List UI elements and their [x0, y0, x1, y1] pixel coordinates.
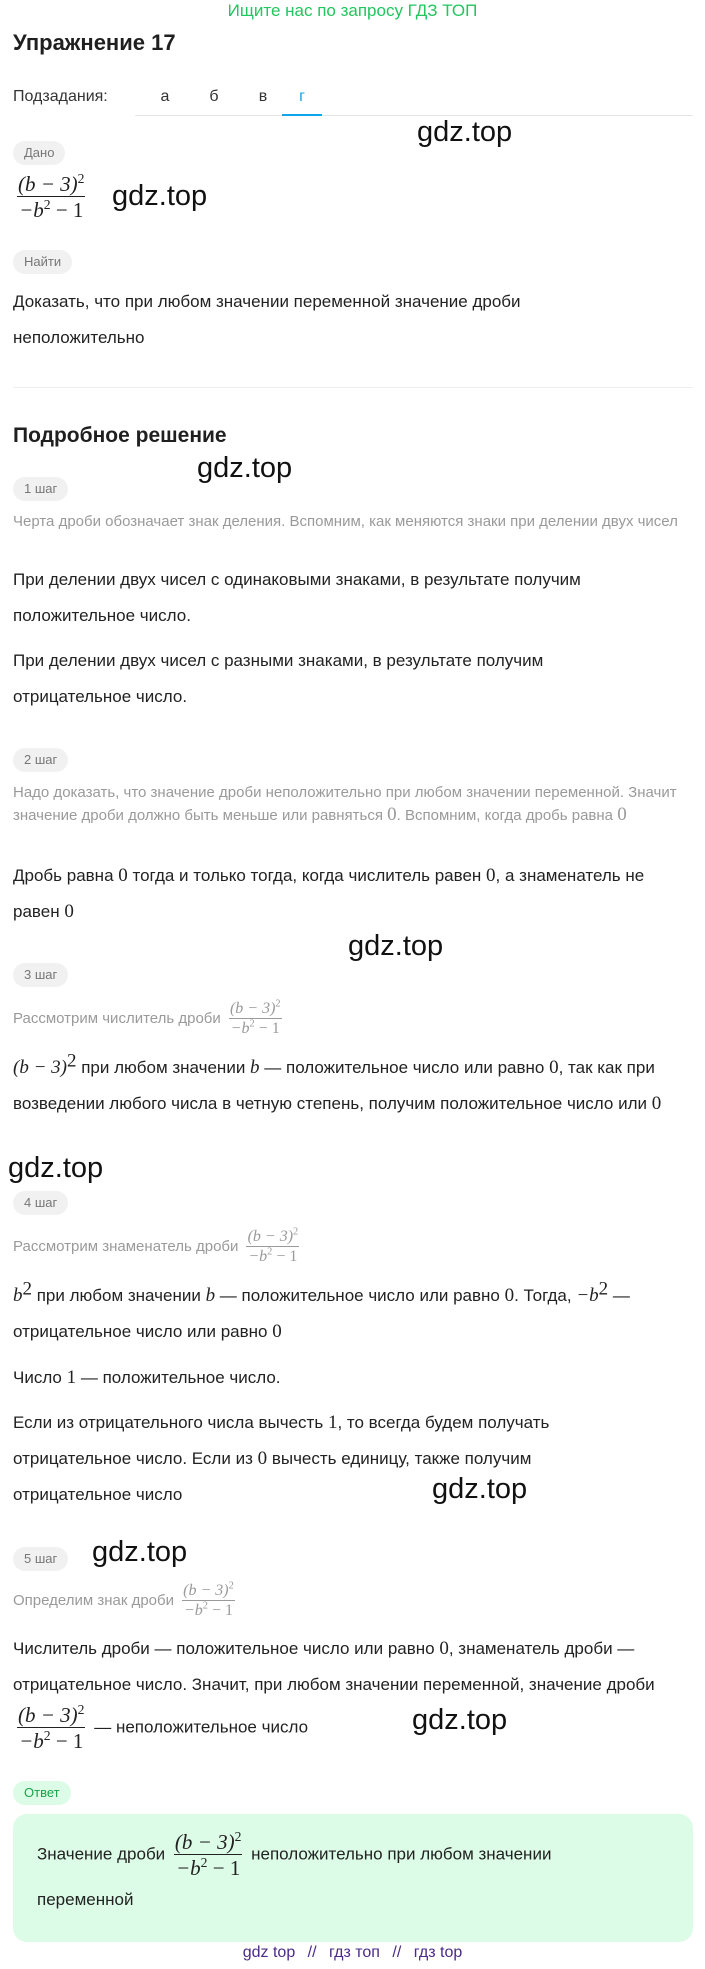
fraction: $\frac{(b - 3)^2}{-b^2 - 1}$ [229, 998, 281, 1038]
step-4-text-2: Число 1 — положительное число. [13, 1367, 281, 1388]
step-4-hint: Рассмотрим знаменатель дроби $\frac{(b - 3)^2}{-b^2 - 1}$ [13, 1226, 299, 1266]
watermark: gdz.top [348, 930, 444, 962]
subtasks-label: Подзадания: [13, 88, 108, 105]
subtasks-row [13, 84, 693, 118]
subtask-tab-b[interactable]: б [209, 88, 219, 105]
footer-separator: // [307, 1944, 317, 1961]
step-1-text-2: При делении двух чисел с разными знаками, в результате получим отрицательное число. [13, 651, 544, 706]
step-3-text: $(b - 3)^2$ при любом значении b — положительное число или равно 0, так как при возведении любого числа в четную степень, получим положительное число или 0 [13, 1050, 662, 1114]
answer-box [13, 1814, 693, 1942]
search-banner: Ищите нас по запросу ГДЗ ТОП [227, 1, 478, 20]
step-4-text-3: Если из отрицательного числа вычесть 1, то всегда будем получать отрицательное число. Если из 0 вычесть единицу, также получим отрицательное число [13, 1412, 550, 1504]
watermark: gdz.top [8, 1152, 104, 1184]
given-fraction [13, 172, 90, 222]
watermark: gdz.top [197, 452, 293, 484]
step-2-text: Дробь равна 0 тогда и только тогда, когда числитель равен 0, а знаменатель не равен 0 [13, 865, 645, 922]
footer-link-gdz-top[interactable]: gdz top [242, 1944, 296, 1961]
find-badge: Найти [13, 250, 72, 274]
footer-separator: // [392, 1944, 402, 1961]
step-5-text: Числитель дроби — положительное число или равно 0, знаменатель дроби — отрицательное число. Значит, при любом значении переменной, значение дроби $\frac{(b - 3)^2}{-b^2 - 1}$ — неположительное число [13, 1638, 655, 1754]
page-title: Упражнение 17 [13, 30, 176, 55]
step-5-badge: 5 шаг [13, 1547, 68, 1571]
step-1-hint: Черта дроби обозначает знак деления. Вспомним, как меняются знаки при делении двух чисел [13, 513, 678, 530]
watermark: gdz.top [432, 1473, 528, 1505]
given-badge: Дано [13, 141, 65, 165]
subtask-tab-g[interactable]: г [282, 84, 322, 116]
step-5-hint: Определим знак дроби $\frac{(b - 3)^2}{-b^2 - 1}$ [13, 1580, 234, 1620]
step-1-text-1: При делении двух чисел с одинаковыми знаками, в результате получим положительное число. [13, 570, 581, 625]
watermark: gdz.top [412, 1704, 508, 1736]
fraction: $\frac{(b - 3)^2}{-b^2 - 1}$ [183, 1580, 234, 1620]
step-3-badge: 3 шаг [13, 963, 68, 987]
watermark: gdz.top [417, 116, 513, 148]
subtask-tab-v[interactable]: в [258, 88, 268, 105]
fraction: $\frac{(b - 3)^2}{-b^2 - 1}$ [18, 1702, 85, 1754]
section-divider [13, 387, 693, 388]
step-2-hint: Надо доказать, что значение дроби неположительно при любом значении переменной. Значит значение дроби должно быть меньше или равняться 0. Вспомним, когда дробь равна 0 [13, 784, 677, 825]
step-1-badge: 1 шаг [13, 477, 68, 501]
answer-badge: Ответ [13, 1781, 71, 1805]
step-4-badge: 4 шаг [13, 1191, 68, 1215]
fraction: $\frac{(b - 3)^2}{-b^2 - 1}$ [247, 1226, 299, 1266]
step-2-badge: 2 шаг [13, 748, 68, 772]
step-4-text-1: $b^2$ при любом значении b — положительное число или равно 0. Тогда, $-b^2$ — отрицательное число или равно 0 [13, 1278, 630, 1342]
watermark: gdz.top [112, 180, 208, 212]
subtask-tab-a[interactable]: а [160, 88, 170, 105]
solution-title: Подробное решение [13, 424, 227, 447]
footer-link-gdz-top-mixed[interactable]: гдз top [413, 1944, 463, 1961]
footer-links [0, 1941, 705, 1965]
watermark: gdz.top [92, 1536, 188, 1568]
fraction: $\frac{(b - 3)^2}{-b^2 - 1}$ [174, 1829, 242, 1881]
answer-text: Значение дроби $\frac{(b - 3)^2}{-b^2 - 1}$ неположительно при любом значении переменной [37, 1829, 552, 1910]
footer-link-gdz-top-ru[interactable]: гдз топ [329, 1944, 380, 1961]
fraction: $\frac{(b - 3)^2}{-b^2 - 1}$ [18, 171, 85, 223]
step-3-hint: Рассмотрим числитель дроби $\frac{(b - 3)^2}{-b^2 - 1}$ [13, 998, 281, 1038]
find-text: Доказать, что при любом значении переменной значение дроби неположительно [13, 292, 521, 347]
